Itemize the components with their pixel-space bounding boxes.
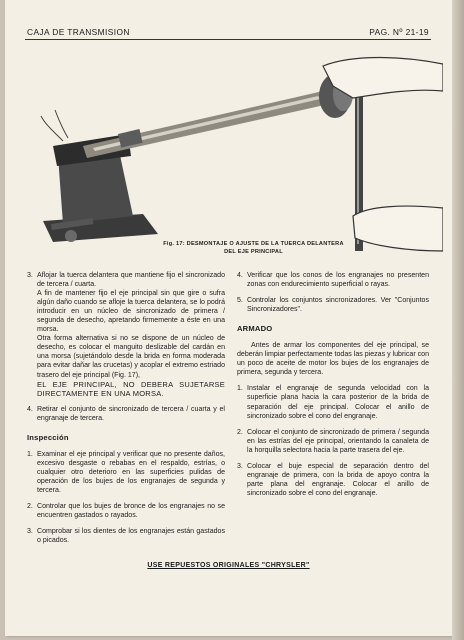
step-text: Retirar el conjunto de sincronizado de tercera / cuarta y el engranaje de tercera. <box>37 405 225 422</box>
step-number: 4. <box>27 405 33 413</box>
step-number: 3. <box>27 528 33 536</box>
left-column <box>27 271 225 552</box>
manual-page <box>5 0 452 636</box>
vise-handle-knob <box>65 230 77 242</box>
step-3 <box>27 271 225 398</box>
step-number: 3. <box>27 272 33 279</box>
step-text: Examinar el eje principal y verificar que no presente daños, excesivo desgaste o rebabas en el respaldo, estrías, o cualquier otro deterioro en las superficies pulidas de operación de los bujes de los engranajes de segunda y tercera. <box>37 450 225 494</box>
armado-heading: ARMADO <box>237 324 273 334</box>
caption-line-1: Fig. 17: DESMONTAJE O AJUSTE DE LA TUERCA DELANTERA <box>163 241 344 247</box>
step-text: Verificar que los conos de los engranajes no presenten zonas con endurecimiento superficial o rayas. <box>247 272 429 289</box>
step-paragraph: Otra forma alternativa si no se dispone de un núcleo de desecho, es colocar el manguito deslizable del cardán en una morsa (sujetándolo desde la brida en forma moderada para evitar dañar las crucetas) y acoplar el extremo estriado trasero del eje principal (Fig. 17), <box>37 335 225 379</box>
step-number: 2. <box>27 503 33 511</box>
right-column <box>237 271 429 505</box>
inspection-step-2 <box>27 502 225 520</box>
armado-step-1 <box>237 384 429 420</box>
step-text: Controlar que los bujes de bronce de los engranajes no se encuentren gastados o rayados. <box>37 503 225 520</box>
step-text: Controlar los conjuntos sincronizadores. Ver "Conjuntos Sincronizadores". <box>247 297 429 314</box>
step-text: Colocar el buje especial de separación dentro del engranaje de primera, con la brida de apoyo contra la parte plana del engranaje. Colocar el anillo de sincronizado sobre el cono del engranaje. <box>247 462 429 497</box>
inspection-step-1 <box>27 450 225 495</box>
step-number: 2. <box>237 428 243 436</box>
inspection-step-3 <box>27 527 225 545</box>
step-text: Aflojar la tuerca delantera que mantiene fijo el sincronizado de tercera / cuarta. <box>37 272 225 289</box>
inspection-step-4 <box>237 271 429 289</box>
hand-bottom <box>353 206 443 251</box>
caption-line-2: DEL EJE PRINCIPAL <box>224 249 283 255</box>
header-rule <box>25 39 431 40</box>
armado-step-2 <box>237 428 429 455</box>
section-title: CAJA DE TRANSMISION <box>27 27 130 37</box>
step-number: 4. <box>237 272 243 279</box>
warning-text: EL EJE PRINCIPAL, NO DEBERA SUJETARSE DIRECTAMENTE EN UNA MORSA. <box>37 379 225 398</box>
armado-step-3 <box>237 462 429 498</box>
figure-caption <box>151 240 356 256</box>
page-footer <box>5 562 452 569</box>
armado-intro: Antes de armar los componentes del eje principal, se deberán limpiar perfectamente todas las piezas y lubricar con un poco de aceite de motor los bujes de los engranajes de primera, segunda y tercera. <box>237 342 429 377</box>
step-text: Instalar el engranaje de segunda velocidad con la superficie plana hacia la cara posterior de la brida de separación del eje principal. Colocar el anillo de sincronizado sobre el cono del engranaje. <box>247 385 429 420</box>
step-number: 1. <box>237 385 243 393</box>
step-number: 1. <box>27 450 33 458</box>
step-text: Colocar el conjunto de sincronizado de primera / segunda en las estrías del eje principal, orientando la canaleta de la horquilla selectora hacia la parte trasera del eje. <box>247 428 429 454</box>
inspection-step-5 <box>237 296 429 314</box>
step-paragraph: A fin de mantener fijo el eje principal sin que gire o sufra algún daño cuando se afloje la tuerca delantera, se lo podrá introducir en un núcleo de sincronizado de primera / segunda de desecho, apretando firmemente a éste en una morsa. <box>37 290 225 334</box>
footer-text: USE REPUESTOS ORIGINALES "CHRYSLER" <box>147 562 310 569</box>
inspection-heading: Inspección <box>27 432 69 442</box>
step-4 <box>27 405 225 423</box>
figure-illustration <box>23 46 443 256</box>
step-number: 3. <box>237 462 243 470</box>
step-number: 5. <box>237 297 243 305</box>
page-number: PAG. Nº 21-19 <box>369 27 429 37</box>
page-edge-shadow <box>452 0 464 640</box>
wire-lines <box>41 110 68 141</box>
step-text: Comprobar si los dientes de los engranajes están gastados o picados. <box>37 528 225 545</box>
